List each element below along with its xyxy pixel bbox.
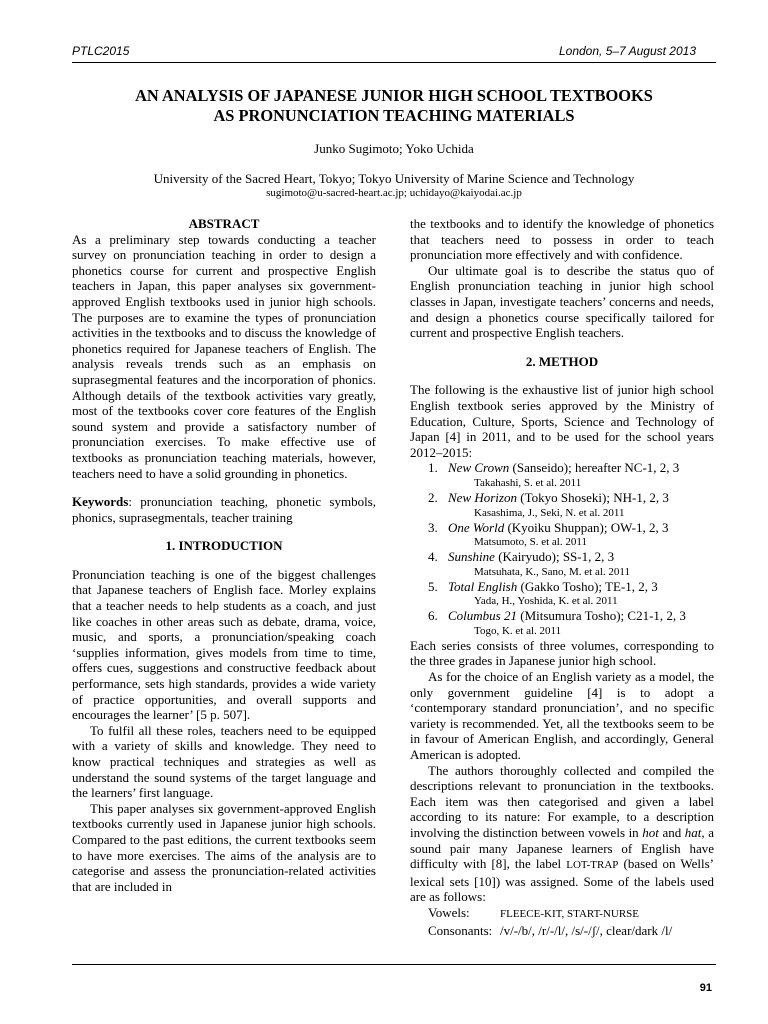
textbook-authors: Takahashi, S. et al. 2011 <box>474 476 582 489</box>
keywords-label: Keywords <box>72 494 129 510</box>
method-paragraph-2: Each series consists of three volumes, corresponding to the three grades in Japanese junior high school. <box>410 637 714 669</box>
abstract-heading: ABSTRACT <box>188 216 260 231</box>
textbook-number: 5. <box>428 578 438 594</box>
textbook-item <box>428 579 714 609</box>
textbook-item <box>428 490 714 520</box>
authors: Junko Sugimoto; Yoko Uchida <box>314 141 474 156</box>
textbook-authors: Yada, H., Yoshida, K. et al. 2011 <box>474 595 618 608</box>
conference-name: PTLC2015 <box>72 44 130 58</box>
label-category: Vowels: <box>428 904 470 920</box>
textbook-publisher: (Kyoiku Shuppan); OW-1, 2, 3 <box>504 519 669 535</box>
label-row-consonants <box>410 923 714 939</box>
author-emails: sugimoto@u-sacred-heart.ac.jp; uchidayo@kaiyodai.ac.jp <box>266 187 522 199</box>
textbook-item <box>428 549 714 579</box>
textbook-list <box>410 460 714 638</box>
title-line-2: AS PRONUNCIATION TEACHING MATERIALS <box>213 106 575 125</box>
introduction-heading: 1. INTRODUCTION <box>165 538 283 554</box>
intro-paragraph-3: This paper analyses six government-approved English textbooks currently used in Japanese junior high schools. Compared to the past editions, the current textbooks seem to have more exercises. The aims of the analysis are to categorise and assess the pronunciation-related activities that are included in <box>72 800 376 894</box>
left-column <box>72 216 376 894</box>
textbook-title: New Horizon <box>448 489 517 505</box>
keywords-text: : pronunciation teaching, phonetic symbols, phonics, suprasegmentals, teacher training <box>72 494 376 525</box>
textbook-publisher: (Mitsumura Tosho); C21-1, 2, 3 <box>516 608 686 624</box>
textbook-title: Columbus 21 <box>448 608 517 624</box>
example-word-hot: hot <box>642 825 659 840</box>
textbook-authors: Kasashima, J., Seki, N. et al. 2011 <box>474 506 625 519</box>
textbook-publisher: (Kairyudo); SS-1, 2, 3 <box>494 549 615 565</box>
right-column <box>410 216 714 938</box>
method-paragraph-1: The following is the exhaustive list of junior high school English textbook series approved by the Ministry of Education, Culture, Sports, Science and Technology of Japan [4] in 2011, and to be used for the school years 2012–2015: <box>410 382 714 460</box>
paper-title <box>72 86 716 126</box>
example-word-hat: hat <box>684 825 702 840</box>
textbook-title: One World <box>448 519 505 535</box>
intro-paragraph-2: To fulfil all these roles, teachers need to be equipped with a variety of skills and knowledge. They need to know practical techniques and strategies as well as understand the sound systems of the target language and the learners’ first language. <box>72 722 376 801</box>
textbook-number: 3. <box>428 519 438 535</box>
textbook-number: 2. <box>428 489 438 505</box>
textbook-authors: Matsumoto, S. et al. 2011 <box>474 536 587 549</box>
label-row-vowels <box>410 905 714 923</box>
intro-paragraph-1: Pronunciation teaching is one of the biggest challenges that Japanese teachers of English face. Morley explains that a teacher needs to help students as a coach, and just like coaches in other areas such as debate, drama, voice, music, and sports, a pronunciation/speaking coach ‘supplies information, gives models from time to time, offers cues, suggestions and constructive feedback about performance, sets high standards, provides a wide variety of practice opportunities, and overall supports and encourages the learner’ [5 p. 507]. <box>72 566 376 723</box>
keywords <box>72 494 376 525</box>
intro-paragraph-3-continued: the textbooks and to identify the knowledge of phonetics that teachers need to possess in order to teach pronunciation more effectively and with confidence. <box>410 216 714 263</box>
textbook-authors: Matsuhata, K., Sano, M. et al. 2011 <box>474 565 631 578</box>
textbook-authors: Togo, K. et al. 2011 <box>474 624 562 637</box>
affiliation: University of the Sacred Heart, Tokyo; Tokyo University of Marine Science and Technology <box>153 171 635 186</box>
conference-location-date: London, 5–7 August 2013 <box>558 44 696 58</box>
textbook-number: 6. <box>428 608 438 624</box>
method-paragraph-3: As for the choice of an English variety as a model, the only government guideline [4] is to adopt a ‘contemporary standard pronunciation’, and no specific variety is recommended. Yet, all the textbooks seem to be in favour of American English, and accordingly, General American is adopted. <box>410 669 714 763</box>
textbook-item <box>428 460 714 490</box>
textbook-item <box>428 608 714 638</box>
label-values: /v/-/b/, /r/-/l/, /s/-/ʃ/, clear/dark /l/ <box>500 922 673 938</box>
textbook-title: New Crown <box>448 460 510 476</box>
textbook-title: Total English <box>448 578 518 594</box>
method-heading: 2. METHOD <box>525 353 599 369</box>
textbook-publisher: (Gakko Tosho); TE-1, 2, 3 <box>517 578 658 594</box>
textbook-publisher: (Sanseido); hereafter NC-1, 2, 3 <box>509 460 680 476</box>
textbook-number: 4. <box>428 549 438 565</box>
textbook-item <box>428 520 714 550</box>
title-line-1: AN ANALYSIS OF JAPANESE JUNIOR HIGH SCHOOL TEXTBOOKS <box>135 86 653 105</box>
label-values: FLEECE-KIT, START-NURSE <box>500 907 640 920</box>
label-lot-trap: LOT-TRAP <box>566 859 619 872</box>
header-rule <box>72 62 716 63</box>
textbook-number: 1. <box>428 460 438 476</box>
textbook-publisher: (Tokyo Shoseki); NH-1, 2, 3 <box>516 489 669 505</box>
method-paragraph-4: The authors thoroughly collected and compiled the descriptions relevant to pronunciation in the textbooks. Each item was then categorised and given a label according to its nature: For example, to a description involving the distinction between vowels in hot and hat, a sound pair many Japanese learners of English have difficulty with [8], the label LOT-TRAP (based on Wells’ lexical sets [10]) was assigned. Some of the labels used are as follows: <box>410 762 714 905</box>
label-category: Consonants: <box>428 922 493 938</box>
footer-rule <box>72 964 716 965</box>
textbook-title: Sunshine <box>448 549 495 565</box>
page-number: 91 <box>699 982 712 994</box>
intro-paragraph-4: Our ultimate goal is to describe the status quo of English pronunciation teaching in junior high school classes in Japan, investigate teachers’ concerns and needs, and design a phonetics course specifically tailored for current and prospective English teachers. <box>410 262 714 341</box>
abstract-text: As a preliminary step towards conducting a teacher survey on pronunciation teaching in order to design a phonetics course for current and prospective English teachers in Japan, this paper analyses six government-approved English textbooks used in junior high schools. The purposes are to examine the types of pronunciation activities in the textbooks and to discuss the knowledge of phonetics required for Japanese teachers of English. The analysis reveals trends such as an emphasis on suprasegmental features and the incorporation of phonics. Although details of the textbook activities vary greatly, most of the textbooks cover core features of the English sound system and provide a satisfactory number of pronunciation exercises. To make effective use of textbooks as pronunciation teaching materials, however, teachers need to have a solid grounding in phonetics. <box>72 231 376 481</box>
